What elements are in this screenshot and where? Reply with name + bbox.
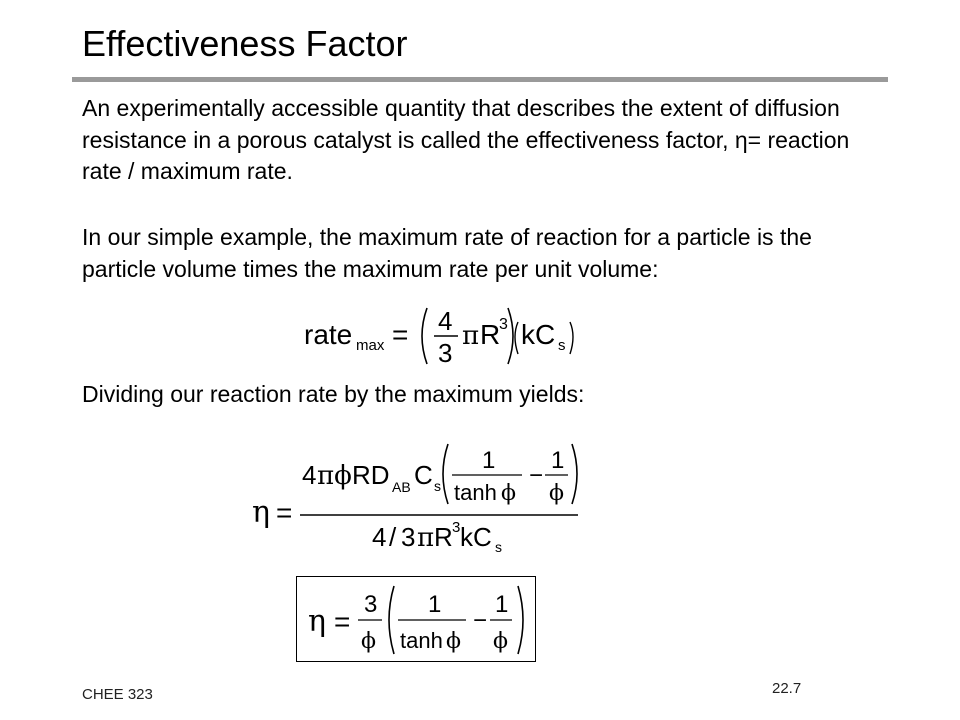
slide-title: Effectiveness Factor xyxy=(82,23,408,64)
svg-text:1: 1 xyxy=(482,447,496,474)
svg-text:3: 3 xyxy=(438,338,453,368)
example-paragraph: In our simple example, the maximum rate of reaction for a particle is the particle volume times the maximum rate per unit volume: xyxy=(82,224,812,282)
svg-text:1: 1 xyxy=(428,591,442,618)
svg-text:R: R xyxy=(434,522,453,552)
result-box xyxy=(296,576,536,662)
svg-text:3: 3 xyxy=(452,519,461,536)
svg-text:3: 3 xyxy=(364,591,378,618)
svg-text:tanh: tanh xyxy=(400,628,443,653)
svg-text:η: η xyxy=(252,495,270,530)
max-rate-equation xyxy=(300,302,600,370)
svg-text:=: = xyxy=(276,497,293,528)
svg-text:rate: rate xyxy=(304,319,353,350)
eta-ratio-equation xyxy=(250,438,590,556)
svg-text:=: = xyxy=(392,319,409,350)
svg-text:−: − xyxy=(529,462,544,489)
svg-text:C: C xyxy=(414,460,433,490)
svg-text:/: / xyxy=(389,522,397,552)
svg-text:π: π xyxy=(462,321,480,351)
svg-text:3: 3 xyxy=(401,522,416,552)
svg-text:ϕ: ϕ xyxy=(446,629,461,654)
svg-text:tanh: tanh xyxy=(454,480,497,505)
svg-text:kC: kC xyxy=(521,319,556,350)
svg-text:ϕ: ϕ xyxy=(361,629,376,654)
svg-text:4: 4 xyxy=(438,306,453,336)
dividing-paragraph: Dividing our reaction rate by the maximum yields: xyxy=(82,381,585,407)
svg-text:RD: RD xyxy=(352,460,390,490)
svg-text:π: π xyxy=(417,523,435,553)
svg-text:ϕ: ϕ xyxy=(549,481,564,506)
svg-text:1: 1 xyxy=(495,591,509,618)
svg-text:s: s xyxy=(558,337,566,354)
svg-text:R: R xyxy=(480,319,501,350)
svg-text:=: = xyxy=(334,606,351,637)
svg-text:η: η xyxy=(308,604,326,639)
svg-text:max: max xyxy=(356,337,385,354)
svg-text:ϕ: ϕ xyxy=(501,481,516,506)
title-underline xyxy=(72,77,888,82)
svg-text:−: − xyxy=(473,607,488,634)
svg-text:s: s xyxy=(434,478,441,494)
course-code: CHEE 323 xyxy=(82,686,153,703)
svg-text:1: 1 xyxy=(551,447,565,474)
svg-text:4: 4 xyxy=(372,522,387,552)
svg-text:kC: kC xyxy=(460,522,492,552)
svg-text:4: 4 xyxy=(302,460,317,490)
svg-text:ϕ: ϕ xyxy=(493,629,508,654)
svg-text:s: s xyxy=(495,539,502,555)
page-number: 22.7 xyxy=(772,680,802,697)
svg-text:3: 3 xyxy=(499,316,508,333)
svg-text:πϕ: πϕ xyxy=(317,461,352,491)
svg-text:AB: AB xyxy=(392,479,411,495)
eta-result-equation xyxy=(296,576,536,662)
definition-paragraph: An experimentally accessible quantity that describes the extent of diffusion resistance in a porous catalyst is called the effectiveness factor, η= reaction rate / maximum rate. xyxy=(82,95,850,184)
